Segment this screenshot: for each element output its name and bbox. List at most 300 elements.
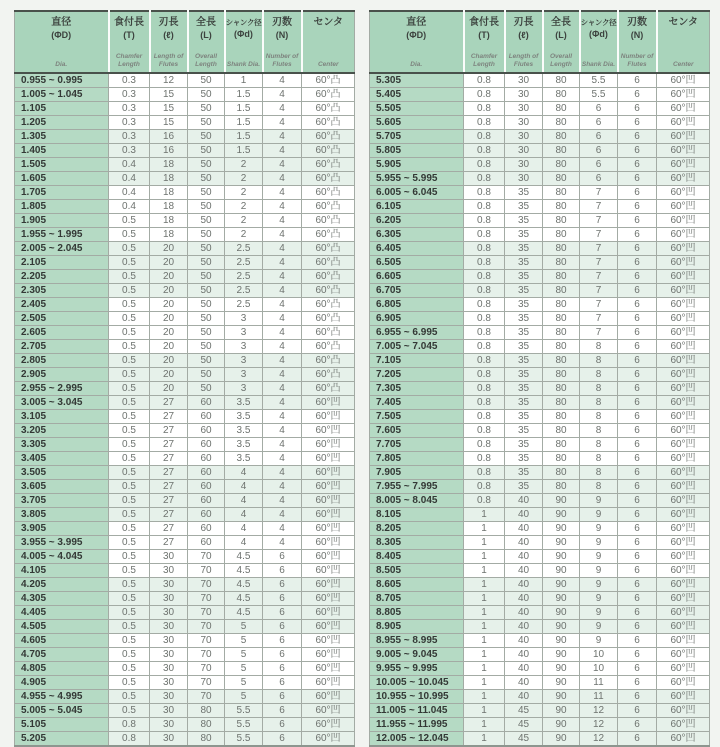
diameter-cell: 6.605	[370, 270, 464, 284]
value-cell: 60°凹	[302, 536, 355, 550]
value-cell: 60°凹	[657, 718, 710, 732]
table-row	[15, 298, 355, 312]
diameter-cell: 0.955 ~ 0.995	[15, 73, 109, 88]
value-cell: 60°凸	[302, 242, 355, 256]
diameter-cell: 6.405	[370, 242, 464, 256]
value-cell: 0.5	[109, 438, 150, 452]
table-row	[370, 242, 710, 256]
col-label-en: Length of Flutes	[153, 53, 184, 69]
value-cell: 80	[543, 242, 580, 256]
value-cell: 6	[618, 690, 657, 704]
value-cell: 4	[225, 480, 263, 494]
value-cell: 90	[543, 508, 580, 522]
value-cell: 20	[150, 326, 188, 340]
value-cell: 60°凹	[302, 578, 355, 592]
value-cell: 27	[150, 466, 188, 480]
value-cell: 6	[263, 606, 302, 620]
value-cell: 60°凹	[302, 648, 355, 662]
value-cell: 60°凹	[657, 116, 710, 130]
col-label-symbol: (N)	[630, 29, 644, 40]
value-cell: 45	[505, 732, 543, 747]
value-cell: 60°凹	[302, 564, 355, 578]
value-cell: 6	[618, 522, 657, 536]
value-cell: 6	[618, 172, 657, 186]
table-row	[370, 452, 710, 466]
table-row	[15, 424, 355, 438]
diameter-cell: 11.955 ~ 11.995	[370, 718, 464, 732]
value-cell: 50	[188, 312, 225, 326]
value-cell: 0.8	[464, 158, 505, 172]
value-cell: 0.8	[464, 452, 505, 466]
diameter-cell: 8.205	[370, 522, 464, 536]
value-cell: 35	[505, 410, 543, 424]
value-cell: 12	[580, 704, 618, 718]
value-cell: 4	[263, 116, 302, 130]
value-cell: 60°凹	[657, 410, 710, 424]
value-cell: 4	[263, 312, 302, 326]
value-cell: 60°凹	[302, 690, 355, 704]
value-cell: 0.3	[109, 88, 150, 102]
table-row	[15, 466, 355, 480]
table-row	[370, 130, 710, 144]
value-cell: 60°凹	[657, 508, 710, 522]
value-cell: 0.8	[464, 144, 505, 158]
header-row	[370, 11, 710, 73]
value-cell: 60°凸	[302, 326, 355, 340]
table-row	[370, 382, 710, 396]
diameter-cell: 4.605	[15, 634, 109, 648]
diameter-cell: 2.905	[15, 368, 109, 382]
value-cell: 6	[618, 214, 657, 228]
value-cell: 7	[580, 256, 618, 270]
value-cell: 0.3	[109, 130, 150, 144]
value-cell: 6	[618, 564, 657, 578]
value-cell: 20	[150, 270, 188, 284]
value-cell: 0.4	[109, 158, 150, 172]
value-cell: 6	[618, 326, 657, 340]
table-row	[370, 102, 710, 116]
value-cell: 60°凹	[302, 438, 355, 452]
value-cell: 90	[543, 536, 580, 550]
value-cell: 9	[580, 522, 618, 536]
value-cell: 4	[263, 340, 302, 354]
value-cell: 80	[543, 256, 580, 270]
value-cell: 3.5	[225, 396, 263, 410]
value-cell: 40	[505, 592, 543, 606]
table-row	[370, 214, 710, 228]
diameter-cell: 5.205	[15, 732, 109, 747]
value-cell: 6	[263, 564, 302, 578]
diameter-cell: 3.705	[15, 494, 109, 508]
diameter-cell: 3.005 ~ 3.045	[15, 396, 109, 410]
value-cell: 60	[188, 494, 225, 508]
value-cell: 80	[543, 466, 580, 480]
diameter-cell: 5.805	[370, 144, 464, 158]
value-cell: 6	[263, 718, 302, 732]
value-cell: 80	[543, 270, 580, 284]
value-cell: 50	[188, 88, 225, 102]
value-cell: 60°凹	[302, 508, 355, 522]
value-cell: 20	[150, 256, 188, 270]
value-cell: 30	[150, 648, 188, 662]
value-cell: 35	[505, 228, 543, 242]
value-cell: 40	[505, 522, 543, 536]
diameter-cell: 5.605	[370, 116, 464, 130]
col-label-symbol: (L)	[200, 29, 212, 40]
value-cell: 50	[188, 326, 225, 340]
value-cell: 0.4	[109, 186, 150, 200]
value-cell: 40	[505, 536, 543, 550]
value-cell: 60°凹	[657, 536, 710, 550]
value-cell: 60°凹	[657, 354, 710, 368]
value-cell: 0.8	[464, 466, 505, 480]
value-cell: 4	[263, 73, 302, 88]
diameter-cell: 4.905	[15, 676, 109, 690]
value-cell: 60	[188, 438, 225, 452]
table-row	[370, 424, 710, 438]
value-cell: 60°凸	[302, 228, 355, 242]
value-cell: 1.5	[225, 102, 263, 116]
value-cell: 4	[263, 424, 302, 438]
diameter-cell: 1.005 ~ 1.045	[15, 88, 109, 102]
value-cell: 16	[150, 144, 188, 158]
value-cell: 80	[543, 354, 580, 368]
value-cell: 60°凹	[657, 704, 710, 718]
value-cell: 80	[543, 452, 580, 466]
value-cell: 1	[464, 578, 505, 592]
value-cell: 1	[464, 732, 505, 747]
value-cell: 0.8	[464, 186, 505, 200]
value-cell: 90	[543, 718, 580, 732]
value-cell: 80	[543, 88, 580, 102]
value-cell: 0.3	[109, 102, 150, 116]
value-cell: 60°凹	[302, 494, 355, 508]
value-cell: 60°凹	[657, 732, 710, 747]
diameter-cell: 3.305	[15, 438, 109, 452]
diameter-cell: 1.305	[15, 130, 109, 144]
col-label-symbol: (Φd)	[234, 29, 253, 39]
diameter-cell: 6.705	[370, 284, 464, 298]
value-cell: 4	[263, 438, 302, 452]
table-row	[370, 256, 710, 270]
value-cell: 45	[505, 718, 543, 732]
col-label-en: Shank Dia.	[226, 61, 261, 69]
value-cell: 80	[543, 186, 580, 200]
diameter-cell: 10.955 ~ 10.995	[370, 690, 464, 704]
table-row	[370, 172, 710, 186]
value-cell: 60°凸	[302, 200, 355, 214]
value-cell: 8	[580, 466, 618, 480]
value-cell: 3	[225, 326, 263, 340]
value-cell: 35	[505, 424, 543, 438]
value-cell: 6	[618, 368, 657, 382]
value-cell: 0.5	[109, 494, 150, 508]
value-cell: 6	[618, 578, 657, 592]
diameter-cell: 6.905	[370, 312, 464, 326]
value-cell: 4	[263, 102, 302, 116]
value-cell: 40	[505, 508, 543, 522]
diameter-cell: 2.205	[15, 270, 109, 284]
diameter-cell: 4.705	[15, 648, 109, 662]
value-cell: 60°凸	[302, 270, 355, 284]
value-cell: 50	[188, 130, 225, 144]
value-cell: 4	[263, 410, 302, 424]
value-cell: 4	[263, 270, 302, 284]
value-cell: 60°凸	[302, 382, 355, 396]
value-cell: 30	[150, 718, 188, 732]
table-row	[370, 186, 710, 200]
diameter-cell: 6.105	[370, 200, 464, 214]
value-cell: 18	[150, 158, 188, 172]
value-cell: 0.5	[109, 480, 150, 494]
value-cell: 9	[580, 620, 618, 634]
value-cell: 15	[150, 88, 188, 102]
table-row	[370, 466, 710, 480]
value-cell: 50	[188, 116, 225, 130]
value-cell: 6	[618, 536, 657, 550]
value-cell: 0.5	[109, 396, 150, 410]
value-cell: 2.5	[225, 298, 263, 312]
diameter-cell: 7.705	[370, 438, 464, 452]
value-cell: 1	[464, 648, 505, 662]
value-cell: 60	[188, 410, 225, 424]
value-cell: 0.8	[464, 438, 505, 452]
value-cell: 6	[618, 130, 657, 144]
value-cell: 90	[543, 592, 580, 606]
value-cell: 15	[150, 116, 188, 130]
value-cell: 60°凸	[302, 368, 355, 382]
col-header-diameter	[15, 11, 109, 73]
value-cell: 60	[188, 536, 225, 550]
value-cell: 40	[505, 662, 543, 676]
table-row	[15, 536, 355, 550]
value-cell: 30	[150, 732, 188, 747]
diameter-cell: 8.905	[370, 620, 464, 634]
value-cell: 60	[188, 508, 225, 522]
col-label-symbol: (N)	[275, 29, 289, 40]
value-cell: 80	[543, 200, 580, 214]
col-label-symbol: (T)	[123, 29, 135, 40]
value-cell: 7	[580, 312, 618, 326]
value-cell: 60°凸	[302, 340, 355, 354]
value-cell: 2.5	[225, 270, 263, 284]
value-cell: 6	[580, 172, 618, 186]
value-cell: 0.5	[109, 256, 150, 270]
value-cell: 27	[150, 452, 188, 466]
col-label-jp: 全長	[551, 17, 571, 28]
value-cell: 35	[505, 298, 543, 312]
col-label-en: Number of Flutes	[620, 53, 654, 69]
value-cell: 90	[543, 550, 580, 564]
value-cell: 0.5	[109, 340, 150, 354]
value-cell: 8	[580, 396, 618, 410]
value-cell: 4	[263, 508, 302, 522]
value-cell: 0.5	[109, 466, 150, 480]
value-cell: 4	[263, 480, 302, 494]
value-cell: 6	[618, 298, 657, 312]
diameter-cell: 5.105	[15, 718, 109, 732]
table-row	[15, 648, 355, 662]
value-cell: 2	[225, 158, 263, 172]
value-cell: 60°凹	[657, 256, 710, 270]
table-row	[15, 620, 355, 634]
value-cell: 4	[263, 382, 302, 396]
diameter-cell: 8.005 ~ 8.045	[370, 494, 464, 508]
diameter-cell: 5.955 ~ 5.995	[370, 172, 464, 186]
value-cell: 5	[225, 676, 263, 690]
value-cell: 1	[225, 73, 263, 88]
value-cell: 40	[505, 620, 543, 634]
value-cell: 80	[543, 228, 580, 242]
value-cell: 60°凹	[657, 424, 710, 438]
value-cell: 70	[188, 662, 225, 676]
value-cell: 4.5	[225, 606, 263, 620]
table-row	[370, 648, 710, 662]
table-row	[370, 704, 710, 718]
value-cell: 7	[580, 270, 618, 284]
table-row	[15, 88, 355, 102]
value-cell: 9	[580, 634, 618, 648]
diameter-cell: 2.405	[15, 298, 109, 312]
table-row	[370, 340, 710, 354]
value-cell: 0.5	[109, 648, 150, 662]
value-cell: 20	[150, 340, 188, 354]
diameter-cell: 8.805	[370, 606, 464, 620]
value-cell: 20	[150, 298, 188, 312]
value-cell: 4	[263, 186, 302, 200]
col-header-chamfer-length	[464, 11, 505, 73]
table-row	[370, 158, 710, 172]
value-cell: 20	[150, 242, 188, 256]
value-cell: 50	[188, 354, 225, 368]
value-cell: 4	[263, 354, 302, 368]
value-cell: 0.5	[109, 578, 150, 592]
value-cell: 0.5	[109, 522, 150, 536]
value-cell: 35	[505, 284, 543, 298]
value-cell: 0.8	[464, 494, 505, 508]
diameter-cell: 9.955 ~ 9.995	[370, 662, 464, 676]
value-cell: 27	[150, 424, 188, 438]
value-cell: 3.5	[225, 452, 263, 466]
col-label-en: Dia.	[410, 61, 423, 69]
diameter-cell: 5.005 ~ 5.045	[15, 704, 109, 718]
value-cell: 60°凹	[657, 144, 710, 158]
value-cell: 60°凹	[302, 480, 355, 494]
value-cell: 4	[263, 284, 302, 298]
value-cell: 0.8	[464, 312, 505, 326]
value-cell: 70	[188, 690, 225, 704]
value-cell: 90	[543, 648, 580, 662]
value-cell: 80	[543, 158, 580, 172]
value-cell: 20	[150, 284, 188, 298]
value-cell: 0.8	[464, 298, 505, 312]
value-cell: 3.5	[225, 424, 263, 438]
value-cell: 70	[188, 606, 225, 620]
table-row	[15, 480, 355, 494]
table-row	[370, 564, 710, 578]
table-row	[370, 284, 710, 298]
value-cell: 5.5	[580, 88, 618, 102]
value-cell: 40	[505, 634, 543, 648]
value-cell: 7	[580, 326, 618, 340]
value-cell: 80	[543, 102, 580, 116]
table-row	[15, 102, 355, 116]
value-cell: 50	[188, 158, 225, 172]
value-cell: 0.8	[464, 88, 505, 102]
table-row	[370, 200, 710, 214]
diameter-cell: 3.955 ~ 3.995	[15, 536, 109, 550]
table-row	[15, 214, 355, 228]
value-cell: 30	[505, 158, 543, 172]
value-cell: 60°凹	[302, 424, 355, 438]
value-cell: 70	[188, 564, 225, 578]
value-cell: 0.5	[109, 676, 150, 690]
value-cell: 0.8	[109, 732, 150, 747]
value-cell: 3	[225, 312, 263, 326]
value-cell: 3.5	[225, 410, 263, 424]
value-cell: 60°凸	[302, 284, 355, 298]
value-cell: 2	[225, 214, 263, 228]
value-cell: 50	[188, 270, 225, 284]
value-cell: 5	[225, 620, 263, 634]
value-cell: 3	[225, 368, 263, 382]
value-cell: 0.8	[464, 73, 505, 88]
value-cell: 18	[150, 172, 188, 186]
value-cell: 90	[543, 690, 580, 704]
value-cell: 1	[464, 606, 505, 620]
value-cell: 60°凹	[657, 466, 710, 480]
col-label-symbol: (ΦD)	[406, 29, 427, 40]
value-cell: 9	[580, 592, 618, 606]
diameter-cell: 2.305	[15, 284, 109, 298]
table-row	[370, 690, 710, 704]
value-cell: 35	[505, 480, 543, 494]
value-cell: 0.5	[109, 382, 150, 396]
diameter-cell: 1.105	[15, 102, 109, 116]
value-cell: 80	[188, 732, 225, 747]
value-cell: 27	[150, 508, 188, 522]
diameter-cell: 10.005 ~ 10.045	[370, 676, 464, 690]
value-cell: 60°凹	[657, 606, 710, 620]
value-cell: 60°凹	[657, 214, 710, 228]
value-cell: 80	[543, 340, 580, 354]
table-row	[370, 620, 710, 634]
value-cell: 6	[618, 424, 657, 438]
value-cell: 90	[543, 494, 580, 508]
value-cell: 6	[618, 382, 657, 396]
value-cell: 8	[580, 480, 618, 494]
value-cell: 6	[618, 452, 657, 466]
value-cell: 5	[225, 634, 263, 648]
value-cell: 60°凹	[657, 396, 710, 410]
value-cell: 90	[543, 732, 580, 747]
value-cell: 4	[263, 200, 302, 214]
col-label-en: Overall Length	[549, 53, 573, 69]
value-cell: 60°凹	[657, 634, 710, 648]
col-label-symbol: (Φd)	[589, 29, 608, 39]
value-cell: 9	[580, 494, 618, 508]
col-label-jp: シャンク径	[225, 18, 262, 27]
value-cell: 0.4	[109, 200, 150, 214]
value-cell: 1.5	[225, 130, 263, 144]
value-cell: 6	[618, 592, 657, 606]
col-label-jp: 刃長	[513, 17, 534, 28]
value-cell: 4	[263, 494, 302, 508]
value-cell: 6	[618, 480, 657, 494]
value-cell: 0.8	[464, 424, 505, 438]
value-cell: 9	[580, 564, 618, 578]
value-cell: 20	[150, 312, 188, 326]
